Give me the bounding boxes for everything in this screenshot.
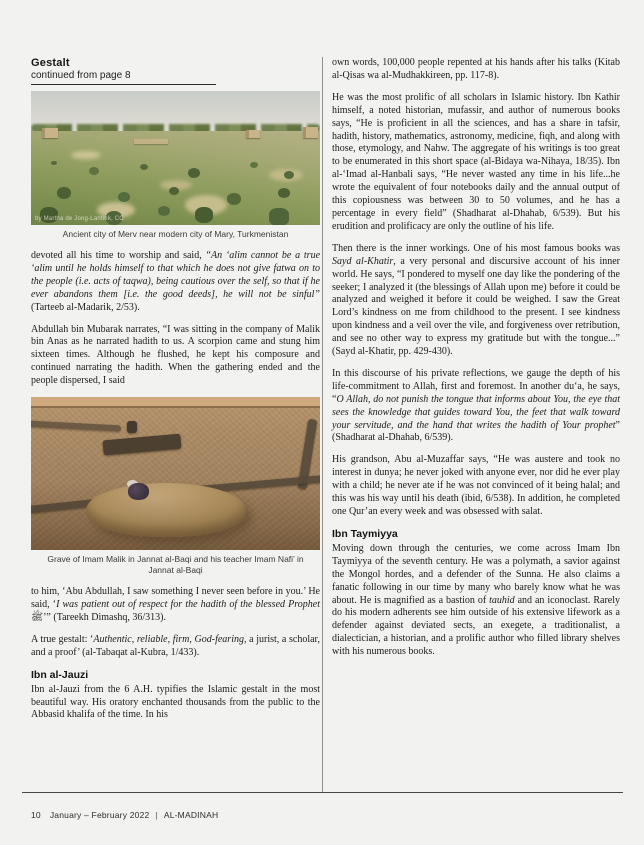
field-texture xyxy=(71,151,101,159)
text-run: Ibn al-Jauzi from the 6 A.H. typifies the Islamic gestalt in the most beautiful way. His oratory enchanted thousands from the public to the Abbasid khalifa of the time. In his xyxy=(31,683,320,721)
text-run: (Tarteeb al-Madarik, 2/53). xyxy=(31,301,140,313)
ruin xyxy=(134,139,168,144)
paragraph xyxy=(332,243,620,359)
text-run: A true gestalt: ‘ xyxy=(31,633,94,645)
text-run: He was the most prolific of all scholars in Islamic history. Ibn Kathir himself, a noted historian, mufassir, and author of numerous books says, “He is proficient in all the sciences, and has a share in tafsir, hadith, history, mathematics, astronomy, medicine, fiqh, and along with those, etymology, and Nahw. The aggregate of his writings is too great to be enumerated in this short space (al-Bidaya wa-Nihaya, 18/35). Ibn al-‘Imad al-Hanbali says, “He never wasted any time in his life...he wrote the equivalent of four notebooks daily and the annual output of this copiousness was between 30 to 50 volumes, and he has a percentage in every field” (Shadharat al-Dhahab, 6/539). But his erudition and prolificacy are only the outline of his life. xyxy=(332,91,620,232)
paragraph xyxy=(31,324,320,389)
paragraph xyxy=(332,454,620,519)
section-heading xyxy=(31,669,320,681)
field xyxy=(31,131,320,225)
paragraph xyxy=(332,543,620,659)
text-run: In this discourse of his private reflections, we gauge the depth of his life-commitment to Allah, first and foremost. In another du‘a, he says, “ xyxy=(332,367,620,405)
paragraph xyxy=(31,250,320,315)
magazine-name: AL-MADINAH xyxy=(163,810,219,820)
right-column xyxy=(332,57,620,668)
text-run: Sayd al-Khatir xyxy=(332,255,394,267)
header-rule xyxy=(31,84,216,85)
ruin xyxy=(303,127,318,138)
photo-caption-grave: Grave of Imam Malik in Jannat al-Baqi and his teacher Imam Nafi’ in Jannat al-Baqi xyxy=(47,554,304,576)
page-footer xyxy=(31,810,218,820)
left-text-bottom xyxy=(31,586,320,722)
ruin xyxy=(246,130,260,138)
footer-rule xyxy=(22,792,623,793)
photo-grave xyxy=(31,397,320,550)
paragraph xyxy=(332,57,620,83)
photo-merv xyxy=(31,91,320,225)
paragraph xyxy=(332,92,620,234)
right-text xyxy=(332,57,620,659)
text-run: tauhid xyxy=(489,594,515,606)
text-run: His grandson, Abu al-Muzaffar says, “He was austere and took no interest in dunya; he never joked with anyone ever, nor did he ever play with a child; he never ate if he was not convinced of it being halal; and this was his way until his death (ibid, 6/538). In addition, he completed one Qur’an every week and was obsessed with salat. xyxy=(332,454,620,517)
text-run: Then there is the inner workings. One of his most famous books was xyxy=(332,242,620,254)
paragraph xyxy=(31,634,320,660)
shrubs xyxy=(51,161,57,165)
paragraph xyxy=(31,586,320,625)
text-run: , a very personal and discursive account of his inner world. He says, “I pondered to myself one day like the pondering of the seeker; I analyzed it (the blessings of Allah upon me) before it could be analyzed and weighed it before it could be weighed. I saw the Great Lord’s kindness on me from childhood to the present. I see kindness upon kindness and a veil over the vile, and forgiveness over retribution, and see no other way to express my gratitude but with the tongue...” (Sayd al-Khatir, pp. 429-430). xyxy=(332,255,620,358)
text-run: Ibn al-Jauzi xyxy=(31,668,89,681)
text-run: O Allah, do not punish the tongue that informs about You, the eye that sees the knowledge that guides toward You, the feet that walk toward your servitude, and the hand that writes the hadith of Your prophet xyxy=(332,393,620,431)
shading xyxy=(31,397,320,550)
ruin xyxy=(42,128,58,138)
text-run: Abdullah bin Mubarak narrates, “I was sitting in the company of Malik bin Anas as he narrated hadith to us. A scorpion came and stung him sixteen times. Although he flushed, he kept his composure and continued narrating the hadith. When the gathering ended and the people dispersed, I said xyxy=(31,323,320,387)
text-run: “An ‘alim cannot be a true ‘alim until he holds himself to that which he does not give fatwa on to the people (i.e. acts of taqwa), being cautious over the self, so that if he ever abandons them [i.e. the good deeds], he will not be sinful” xyxy=(31,250,321,300)
article-header xyxy=(31,57,320,85)
text-run: Authentic, reliable, firm, God-fearing, xyxy=(93,633,247,645)
column-divider xyxy=(322,57,323,792)
text-run: devoted all his time to worship and said, xyxy=(31,250,206,261)
text-run: Ibn Taymiyya xyxy=(332,527,398,540)
paragraph xyxy=(332,368,620,445)
section-heading xyxy=(332,528,620,540)
text-run: ” (Shadharat al-Dhahab, 6/539). xyxy=(332,419,620,444)
issue-date: January – February 2022 xyxy=(49,810,150,820)
paragraph xyxy=(31,684,320,723)
text-run: ﷺ xyxy=(31,611,44,623)
photo-credit: by Martha de Jong-Lantink, CC xyxy=(35,216,124,222)
text-run: I was patient out of respect for the hadith of the blessed Prophet xyxy=(56,598,320,610)
page-number: 10 xyxy=(31,810,41,820)
photo-caption-merv: Ancient city of Merv near modern city of Mary, Turkmenistan xyxy=(62,229,289,239)
text-run: ’” (Tareekh Dimashq, 36/313). xyxy=(43,611,166,623)
footer-separator: | xyxy=(155,810,158,820)
left-text-top xyxy=(31,250,320,388)
text-run: a jurist, a scholar, and a proof’ (al-Tabaqat al-Kubra, 1/433). xyxy=(31,633,320,658)
left-column xyxy=(31,57,320,731)
article-title: Gestalt xyxy=(31,57,70,69)
text-run: own words, 100,000 people repented at his hands after his talks (Kitab al-Qisas wa al-Mudhakkireen, pp. 117-8). xyxy=(332,57,620,81)
text-run: Moving down through the centuries, we come across Imam Ibn Taymiyya of the seventh century. He was a polymath, a savior against the Mongol hordes, and a defender of the Sunna. He also claims a fanatic following in our time by many who barely know what he was about. He is magnified as a bastion of xyxy=(332,542,620,606)
continued-from-note: continued from page 8 xyxy=(31,70,131,81)
text-run: to him, ‘Abu Abdullah, I saw something I never seen before in you.’ He said, ‘ xyxy=(31,586,320,610)
text-run: and an iconoclast. Rarely do his modern adherents see him outside of his extensive lifework as a defender against deviated sects, an exegete, a traditionalist, a dialectician, a historian, and a prolific author who filled library shelves with his numerous books. xyxy=(332,594,621,658)
